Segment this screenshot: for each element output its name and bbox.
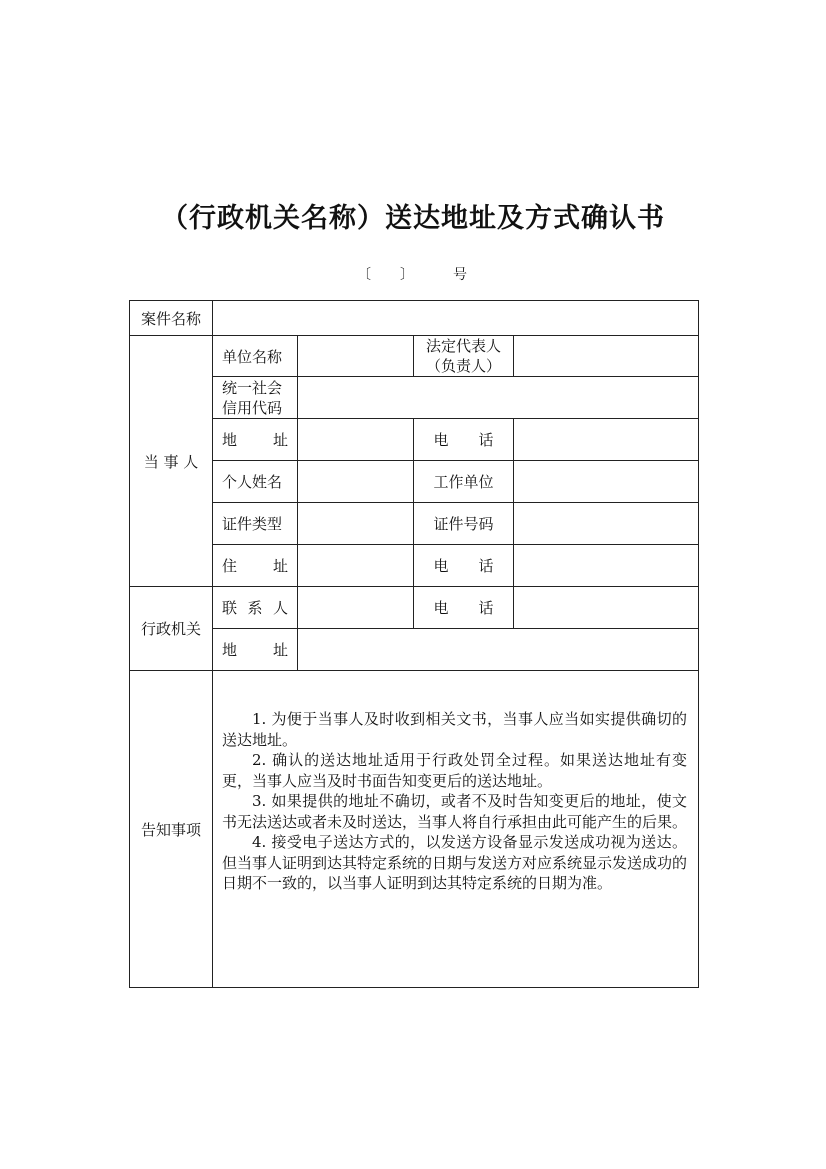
document-number-close-bracket: 〕	[400, 267, 414, 283]
org-name-field[interactable]	[298, 336, 414, 377]
credit-code-field[interactable]	[298, 377, 699, 419]
id-type-label: 证件类型	[213, 503, 298, 545]
notice-content	[213, 671, 699, 988]
agency-phone-field[interactable]	[514, 587, 699, 629]
agency-address-field[interactable]	[298, 629, 699, 671]
credit-code-row	[130, 377, 699, 419]
document-title: （行政机关名称）送达地址及方式确认书	[161, 203, 665, 234]
legal-rep-label-line1: 法定代表人	[425, 337, 501, 355]
credit-code-label-line2: 信用代码	[222, 398, 283, 417]
org-name-label: 单位名称	[213, 336, 298, 377]
agency-address-row	[130, 629, 699, 671]
id-number-label: 证件号码	[414, 503, 514, 545]
residence-label-text: 住 址	[222, 557, 288, 575]
notice-item-4: 4. 接受电子送达方式的，以发送方设备显示发送成功视为送达。但当事人证明到达其特定系统的日期与发送方对应系统显示发送成功的日期不一致的，以当事人证明到达其特定系统的日期为准。	[222, 833, 688, 892]
person-name-field[interactable]	[298, 461, 414, 503]
id-row	[130, 503, 699, 545]
person-name-row	[130, 461, 699, 503]
document-number-open-bracket: 〔	[357, 267, 371, 283]
work-unit-field[interactable]	[514, 461, 699, 503]
residence-row	[130, 545, 699, 587]
org-phone-field[interactable]	[514, 419, 699, 461]
org-phone-label: 电 话	[414, 419, 514, 461]
legal-rep-label-line2: （负责人）	[425, 357, 501, 375]
id-type-field[interactable]	[298, 503, 414, 545]
agency-phone-label: 电 话	[414, 587, 514, 629]
id-number-field[interactable]	[514, 503, 699, 545]
notice-item-1: 1. 为便于当事人及时收到相关文书，当事人应当如实提供确切的送达地址。	[222, 710, 687, 749]
contact-field[interactable]	[298, 587, 414, 629]
person-phone-label: 电 话	[414, 545, 514, 587]
case-name-label: 案件名称	[130, 301, 213, 336]
case-name-field[interactable]	[213, 301, 699, 336]
notice-label: 告知事项	[130, 671, 213, 988]
notice-item-3: 3. 如果提供的地址不确切，或者不及时告知变更后的地址，使文书无法送达或者未及时送达，当事人将自行承担由此可能产生的后果。	[222, 792, 688, 831]
party-label: 当 事 人	[130, 336, 213, 587]
notice-item-2: 2. 确认的送达地址适用于行政处罚全过程。如果送达地址有变更，当事人应当及时书面告知变更后的送达地址。	[222, 751, 687, 790]
contact-label	[213, 587, 298, 629]
org-address-row	[130, 419, 699, 461]
agency-address-label	[213, 629, 298, 671]
document-number	[0, 264, 826, 286]
credit-code-label	[213, 377, 298, 419]
work-unit-label: 工作单位	[414, 461, 514, 503]
agency-contact-row	[130, 587, 699, 629]
legal-rep-field[interactable]	[514, 336, 699, 377]
agency-address-label-text: 地 址	[222, 641, 288, 659]
person-phone-field[interactable]	[514, 545, 699, 587]
document-number-suffix: 号	[453, 267, 467, 283]
residence-label	[213, 545, 298, 587]
agency-label: 行政机关	[130, 587, 213, 671]
person-name-label: 个人姓名	[213, 461, 298, 503]
org-name-row	[130, 336, 699, 377]
org-address-label	[213, 419, 298, 461]
notice-row	[130, 671, 699, 988]
confirmation-form-table	[129, 300, 699, 988]
residence-field[interactable]	[298, 545, 414, 587]
org-address-field[interactable]	[298, 419, 414, 461]
contact-label-text: 联 系 人	[222, 599, 288, 617]
legal-rep-label	[414, 336, 514, 377]
org-address-label-text: 地 址	[222, 431, 288, 449]
case-name-row	[130, 301, 699, 336]
credit-code-label-line1: 统一社会	[222, 378, 283, 397]
